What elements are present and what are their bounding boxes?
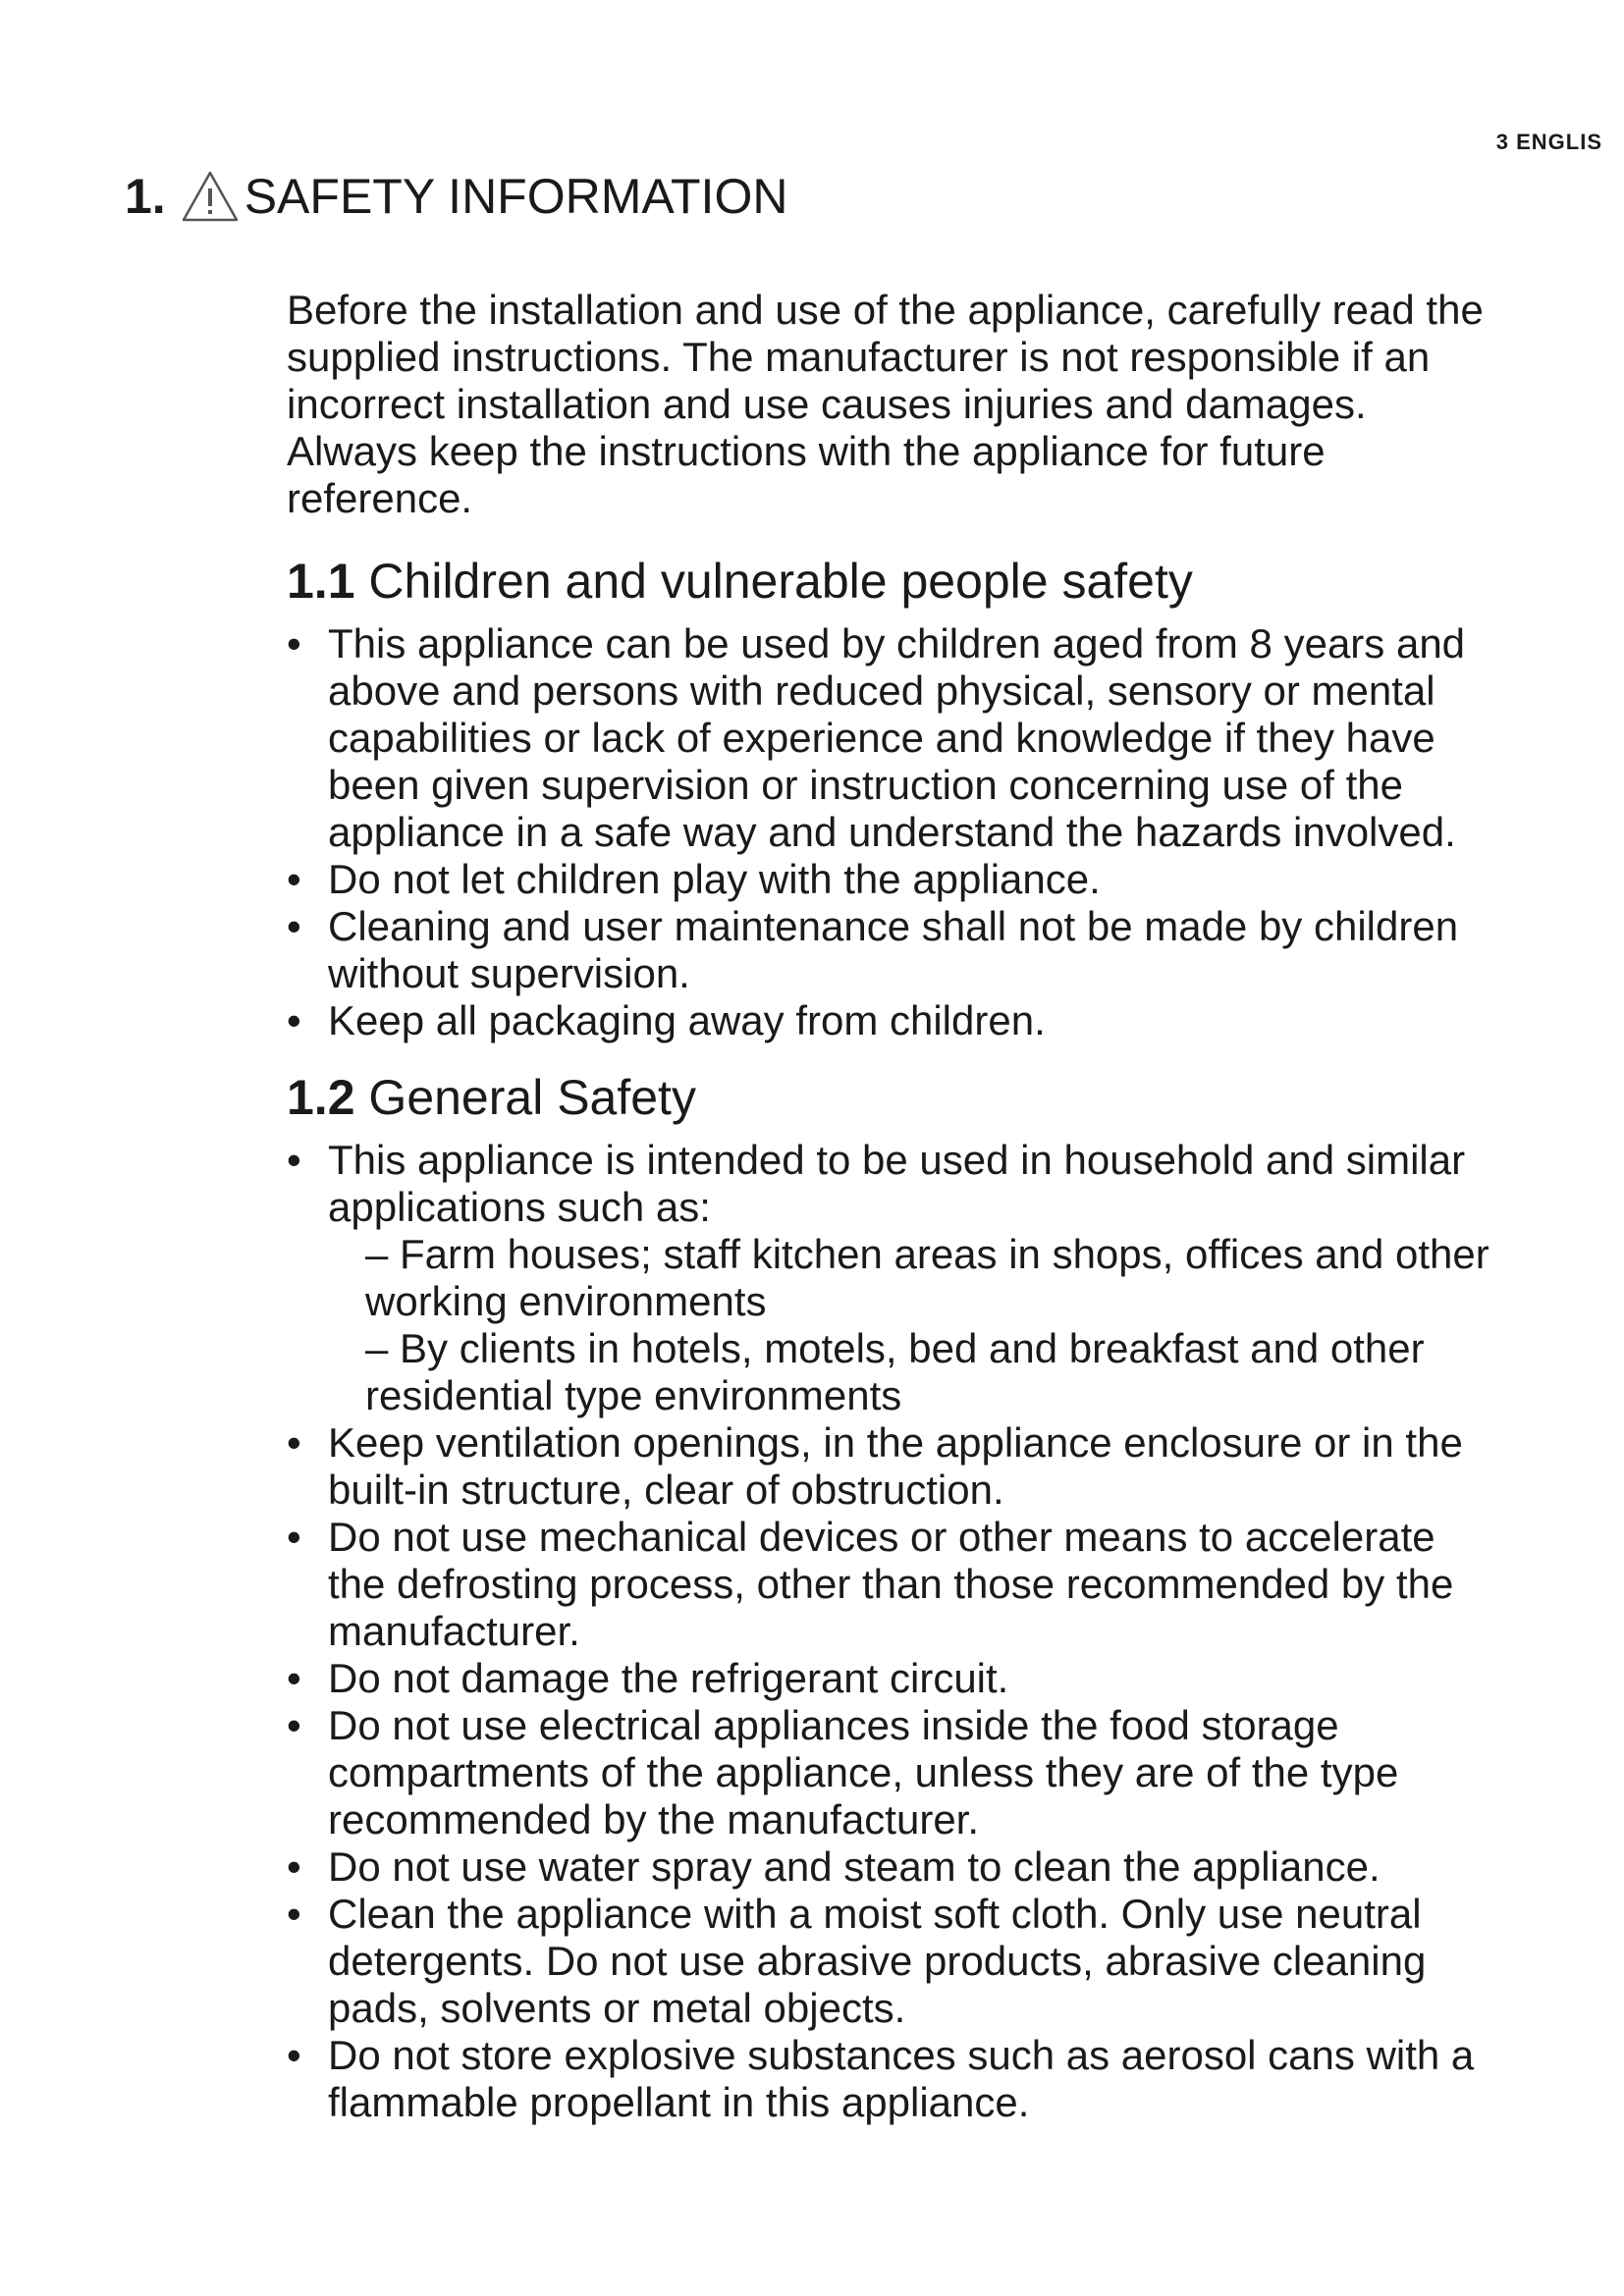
sub-list-item: – Farm houses; staff kitchen areas in shops, offices and other working environments [365, 1231, 1489, 1324]
section-title: Children and vulnerable people safety [368, 554, 1193, 609]
section-children-safety [287, 552, 1494, 1044]
list-item [287, 1137, 1494, 1419]
section-number: 1.2 [287, 1070, 355, 1125]
list-item: • Keep all packaging away from children. [287, 997, 1494, 1044]
list-item: • Clean the appliance with a moist soft cloth. Only use neutral detergents. Do not use abrasive products, abrasive cleaning pads, solvents or metal objects. [287, 1891, 1494, 2032]
section-number: 1.1 [287, 554, 355, 609]
chapter-heading-text: SAFETY INFORMATION [244, 169, 788, 224]
list-item: • Do not use mechanical devices or other means to accelerate the defrosting process, other than those recommended by the manufacturer. [287, 1514, 1494, 1655]
section-heading [287, 1068, 1494, 1127]
list-item: • This appliance can be used by children aged from 8 years and above and persons with reduced physical, sensory or mental capabilities or lack of experience and knowledge if they have been given supervision or instruction concerning use of the appliance in a safe way and understand the hazards involved. [287, 620, 1494, 856]
list-item: • Cleaning and user maintenance shall not be made by children without supervision. [287, 903, 1494, 997]
list-item: • Do not let children play with the appliance. [287, 856, 1494, 903]
section-title: General Safety [368, 1070, 696, 1125]
list-item: • Keep ventilation openings, in the appliance enclosure or in the built-in structure, clear of obstruction. [287, 1419, 1494, 1514]
warning-triangle-icon [178, 167, 243, 226]
chapter-number: 1. [125, 169, 166, 224]
intro-paragraph: Before the installation and use of the appliance, carefully read the supplied instructions. The manufacturer is not responsible if an incorrect installation and use causes injuries and damages. Always keep the instructions with the appliance for future reference. [287, 287, 1484, 521]
list-item-text: • This appliance is intended to be used in household and similar applications such as: [328, 1137, 1466, 1230]
bullet-list [287, 620, 1494, 1044]
bullet-list [287, 1137, 1494, 2126]
section-general-safety [287, 1068, 1494, 2126]
list-item: • Do not use electrical appliances inside the food storage compartments of the appliance, unless they are of the type recommended by the manufacturer. [287, 1702, 1494, 1843]
document-body [287, 287, 1494, 2150]
list-item: • Do not store explosive substances such as aerosol cans with a flammable propellant in this appliance. [287, 2032, 1494, 2126]
list-item: • Do not use water spray and steam to clean the appliance. [287, 1843, 1494, 1891]
list-item: • Do not damage the refrigerant circuit. [287, 1655, 1494, 1702]
page-number-label: 3 ENGLIS [1495, 130, 1602, 154]
section-heading [287, 552, 1494, 611]
sub-list-item: – By clients in hotels, motels, bed and breakfast and other residential type environments [365, 1325, 1425, 1418]
chapter-title [125, 167, 787, 226]
